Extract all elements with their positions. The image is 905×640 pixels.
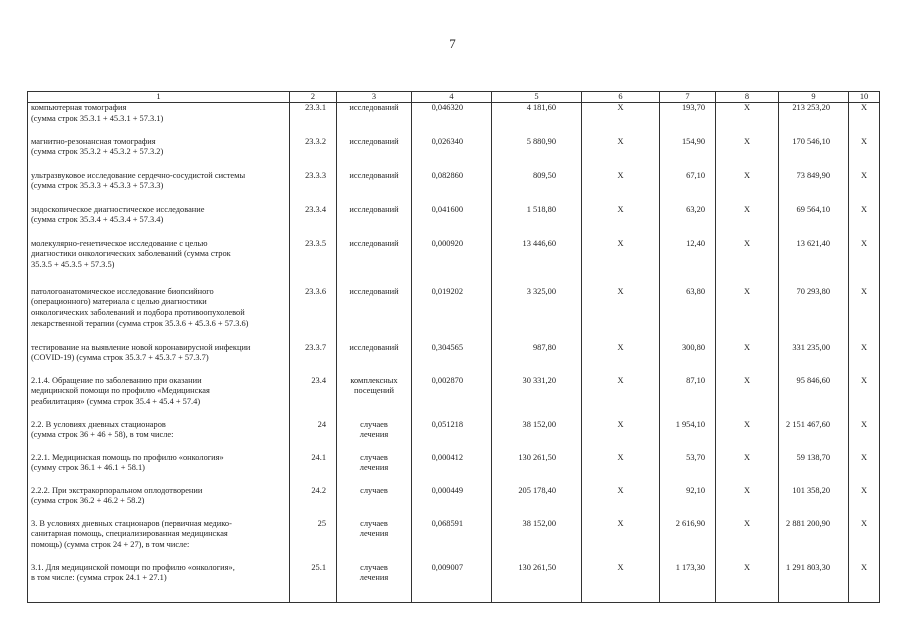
row-value-cell-c8: X bbox=[716, 376, 779, 420]
row-value-cell-c6: X bbox=[582, 343, 660, 376]
row-name-cell bbox=[28, 563, 290, 603]
row-unit-line: исследований bbox=[349, 136, 399, 146]
row-value-cell-c9: 2 881 200,90 bbox=[779, 519, 849, 563]
row-value-cell-c5: 13 446,60 bbox=[492, 239, 582, 287]
table-row bbox=[28, 103, 880, 137]
row-unit-cell bbox=[337, 205, 412, 239]
row-value-cell-c6: X bbox=[582, 137, 660, 171]
row-unit-cell bbox=[337, 103, 412, 137]
row-value-cell-c7: 2 616,90 bbox=[660, 519, 716, 563]
row-name-line: реабилитация» (сумма строк 35.4 + 45.4 + 57.4) bbox=[31, 397, 201, 407]
row-value-cell-c8: X bbox=[716, 343, 779, 376]
row-name-cell bbox=[28, 103, 290, 137]
row-value-cell-c9: 1 291 803,30 bbox=[779, 563, 849, 603]
row-value-cell-c8: X bbox=[716, 205, 779, 239]
row-value-cell-c8: X bbox=[716, 519, 779, 563]
row-value-cell-c5: 809,50 bbox=[492, 171, 582, 205]
column-header: 1 bbox=[28, 92, 290, 103]
row-value-cell-c4: 0,304565 bbox=[412, 343, 492, 376]
row-value-cell-c10: X bbox=[849, 343, 880, 376]
table-row bbox=[28, 137, 880, 171]
row-value-cell-c9: 70 293,80 bbox=[779, 287, 849, 343]
row-name-line: 2.2.1. Медицинская помощь по профилю «онкология» bbox=[31, 452, 224, 462]
row-value-cell-c5: 30 331,20 bbox=[492, 376, 582, 420]
row-name-cell bbox=[28, 376, 290, 420]
row-unit-cell bbox=[337, 137, 412, 171]
row-value-cell-c8: X bbox=[716, 137, 779, 171]
row-name-line: (сумма строк 35.3.2 + 45.3.2 + 57.3.2) bbox=[31, 147, 164, 157]
row-unit-cell bbox=[337, 420, 412, 453]
row-unit-line: лечения bbox=[359, 573, 389, 583]
row-value-cell-c10: X bbox=[849, 205, 880, 239]
row-value-cell-c10: X bbox=[849, 137, 880, 171]
table-row bbox=[28, 239, 880, 287]
row-name-cell bbox=[28, 486, 290, 519]
row-unit-line: лечения bbox=[359, 430, 389, 440]
row-value-cell-c6: X bbox=[582, 519, 660, 563]
row-name-cell bbox=[28, 519, 290, 563]
row-unit-cell bbox=[337, 171, 412, 205]
table-row bbox=[28, 453, 880, 486]
row-unit-cell bbox=[337, 287, 412, 343]
row-unit-cell bbox=[337, 453, 412, 486]
row-value-cell-c5: 205 178,40 bbox=[492, 486, 582, 519]
row-value-cell-c4: 0,046320 bbox=[412, 103, 492, 137]
row-name-line: 35.3.5 + 45.3.5 + 57.3.5) bbox=[31, 260, 115, 270]
row-value-cell-c8: X bbox=[716, 453, 779, 486]
row-name-cell bbox=[28, 137, 290, 171]
row-code-cell: 25 bbox=[290, 519, 337, 563]
row-value-cell-c8: X bbox=[716, 420, 779, 453]
row-name-line: помощь) (сумма строк 24 + 27), в том числе: bbox=[31, 540, 190, 550]
row-value-cell-c9: 73 849,90 bbox=[779, 171, 849, 205]
row-unit-line: исследований bbox=[349, 103, 399, 112]
row-value-cell-c10: X bbox=[849, 486, 880, 519]
row-value-cell-c6: X bbox=[582, 103, 660, 137]
row-unit-line: комплексных bbox=[350, 375, 398, 385]
page-number: 7 bbox=[449, 36, 456, 51]
row-value-cell-c9: 101 358,20 bbox=[779, 486, 849, 519]
row-value-cell-c6: X bbox=[582, 486, 660, 519]
row-name-line: (сумму строк 36.1 + 46.1 + 58.1) bbox=[31, 463, 145, 473]
row-value-cell-c5: 4 181,60 bbox=[492, 103, 582, 137]
row-name-line: (сумма строк 36 + 46 + 58), в том числе: bbox=[31, 430, 174, 440]
column-header: 2 bbox=[290, 92, 337, 103]
row-value-cell-c4: 0,019202 bbox=[412, 287, 492, 343]
row-name-line: магнитно-резонансная томография bbox=[31, 136, 156, 146]
row-value-cell-c9: 59 138,70 bbox=[779, 453, 849, 486]
row-name-line: (сумма строк 36.2 + 46.2 + 58.2) bbox=[31, 496, 145, 506]
row-value-cell-c6: X bbox=[582, 376, 660, 420]
row-value-cell-c4: 0,026340 bbox=[412, 137, 492, 171]
row-value-cell-c6: X bbox=[582, 171, 660, 205]
table-row bbox=[28, 171, 880, 205]
row-unit-line: исследований bbox=[349, 238, 399, 248]
row-value-cell-c8: X bbox=[716, 239, 779, 287]
row-name-cell bbox=[28, 420, 290, 453]
row-code-cell: 23.3.4 bbox=[290, 205, 337, 239]
row-value-cell-c9: 69 564,10 bbox=[779, 205, 849, 239]
row-value-cell-c9: 13 621,40 bbox=[779, 239, 849, 287]
column-header: 5 bbox=[492, 92, 582, 103]
row-name-line: (сумма строк 35.3.4 + 45.3.4 + 57.3.4) bbox=[31, 215, 164, 225]
row-value-cell-c5: 130 261,50 bbox=[492, 563, 582, 603]
row-value-cell-c4: 0,082860 bbox=[412, 171, 492, 205]
row-name-cell bbox=[28, 453, 290, 486]
row-name-cell bbox=[28, 171, 290, 205]
row-value-cell-c10: X bbox=[849, 171, 880, 205]
row-unit-line: случаев bbox=[360, 562, 388, 572]
row-value-cell-c4: 0,051218 bbox=[412, 420, 492, 453]
row-code-cell: 24 bbox=[290, 420, 337, 453]
row-value-cell-c10: X bbox=[849, 103, 880, 137]
row-name-line: 3. В условиях дневных стационаров (первичная медико- bbox=[31, 518, 232, 528]
row-value-cell-c6: X bbox=[582, 420, 660, 453]
row-value-cell-c8: X bbox=[716, 171, 779, 205]
column-header: 6 bbox=[582, 92, 660, 103]
row-value-cell-c5: 987,80 bbox=[492, 343, 582, 376]
row-unit-line: исследований bbox=[349, 204, 399, 214]
row-value-cell-c6: X bbox=[582, 287, 660, 343]
row-value-cell-c6: X bbox=[582, 563, 660, 603]
table-row bbox=[28, 205, 880, 239]
row-unit-line: исследований bbox=[349, 342, 399, 352]
column-header: 4 bbox=[412, 92, 492, 103]
row-value-cell-c10: X bbox=[849, 563, 880, 603]
row-value-cell-c6: X bbox=[582, 239, 660, 287]
row-value-cell-c6: X bbox=[582, 453, 660, 486]
row-code-cell: 23.3.3 bbox=[290, 171, 337, 205]
row-value-cell-c9: 213 253,20 bbox=[779, 103, 849, 137]
row-value-cell-c4: 0,000449 bbox=[412, 486, 492, 519]
row-value-cell-c4: 0,068591 bbox=[412, 519, 492, 563]
row-value-cell-c5: 1 518,80 bbox=[492, 205, 582, 239]
column-number-row bbox=[28, 92, 880, 103]
row-value-cell-c7: 12,40 bbox=[660, 239, 716, 287]
table-row bbox=[28, 343, 880, 376]
row-value-cell-c4: 0,009007 bbox=[412, 563, 492, 603]
row-value-cell-c7: 1 954,10 bbox=[660, 420, 716, 453]
row-unit-line: случаев bbox=[360, 485, 388, 495]
table-row bbox=[28, 376, 880, 420]
row-value-cell-c7: 300,80 bbox=[660, 343, 716, 376]
row-unit-line: случаев bbox=[360, 452, 388, 462]
row-unit-cell bbox=[337, 376, 412, 420]
column-header: 9 bbox=[779, 92, 849, 103]
row-unit-line: лечения bbox=[359, 463, 389, 473]
row-name-line: медицинской помощи по профилю «Медицинская bbox=[31, 386, 210, 396]
row-value-cell-c5: 38 152,00 bbox=[492, 420, 582, 453]
row-unit-line: случаев bbox=[360, 518, 388, 528]
row-value-cell-c4: 0,000412 bbox=[412, 453, 492, 486]
row-code-cell: 23.3.7 bbox=[290, 343, 337, 376]
table-row bbox=[28, 486, 880, 519]
row-code-cell: 23.3.5 bbox=[290, 239, 337, 287]
table-row bbox=[28, 287, 880, 343]
row-value-cell-c4: 0,000920 bbox=[412, 239, 492, 287]
row-value-cell-c7: 63,80 bbox=[660, 287, 716, 343]
row-value-cell-c10: X bbox=[849, 420, 880, 453]
row-code-cell: 23.3.1 bbox=[290, 103, 337, 137]
row-name-cell bbox=[28, 205, 290, 239]
row-value-cell-c7: 1 173,30 bbox=[660, 563, 716, 603]
row-unit-line: лечения bbox=[359, 529, 389, 539]
row-value-cell-c7: 154,90 bbox=[660, 137, 716, 171]
row-name-line: компьютерная томография bbox=[31, 103, 127, 112]
row-code-cell: 25.1 bbox=[290, 563, 337, 603]
row-value-cell-c7: 92,10 bbox=[660, 486, 716, 519]
row-code-cell: 24.2 bbox=[290, 486, 337, 519]
table-row bbox=[28, 563, 880, 603]
table-row bbox=[28, 420, 880, 453]
row-value-cell-c5: 38 152,00 bbox=[492, 519, 582, 563]
row-name-line: 3.1. Для медицинской помощи по профилю «онкология», bbox=[31, 562, 235, 572]
row-name-line: 2.2.2. При экстракорпоральном оплодотворении bbox=[31, 485, 203, 495]
row-name-line: онкологических заболеваний и подбора противоопухолевой bbox=[31, 308, 245, 318]
row-value-cell-c10: X bbox=[849, 519, 880, 563]
row-value-cell-c10: X bbox=[849, 376, 880, 420]
table-row bbox=[28, 519, 880, 563]
row-name-cell bbox=[28, 343, 290, 376]
row-name-line: патологоанатомическое исследование биопсийного bbox=[31, 286, 214, 296]
row-value-cell-c4: 0,002870 bbox=[412, 376, 492, 420]
row-unit-line: исследований bbox=[349, 170, 399, 180]
row-value-cell-c5: 5 880,90 bbox=[492, 137, 582, 171]
row-unit-cell bbox=[337, 343, 412, 376]
row-value-cell-c10: X bbox=[849, 287, 880, 343]
row-value-cell-c8: X bbox=[716, 103, 779, 137]
row-code-cell: 24.1 bbox=[290, 453, 337, 486]
row-unit-line: исследований bbox=[349, 286, 399, 296]
column-header: 7 bbox=[660, 92, 716, 103]
column-header: 3 bbox=[337, 92, 412, 103]
row-unit-cell bbox=[337, 519, 412, 563]
row-value-cell-c7: 67,10 bbox=[660, 171, 716, 205]
row-name-line: ультразвуковое исследование сердечно-сосудистой системы bbox=[31, 170, 246, 180]
row-value-cell-c7: 87,10 bbox=[660, 376, 716, 420]
row-name-line: лекарственной терапии (сумма строк 35.3.6 + 45.3.6 + 57.3.6) bbox=[31, 318, 249, 328]
column-header: 10 bbox=[849, 92, 880, 103]
row-code-cell: 23.3.6 bbox=[290, 287, 337, 343]
row-unit-cell bbox=[337, 563, 412, 603]
row-value-cell-c7: 193,70 bbox=[660, 103, 716, 137]
row-value-cell-c4: 0,041600 bbox=[412, 205, 492, 239]
table-body bbox=[28, 103, 880, 603]
column-header: 8 bbox=[716, 92, 779, 103]
row-unit-cell bbox=[337, 486, 412, 519]
data-table bbox=[27, 91, 880, 603]
row-name-line: диагностики онкологических заболеваний (сумма строк bbox=[31, 249, 231, 259]
row-name-cell bbox=[28, 239, 290, 287]
row-name-line: тестирование на выявление новой коронавирусной инфекции bbox=[31, 342, 251, 352]
row-value-cell-c6: X bbox=[582, 205, 660, 239]
row-unit-cell bbox=[337, 239, 412, 287]
row-unit-line: случаев bbox=[360, 419, 388, 429]
row-name-line: (сумма строк 35.3.3 + 45.3.3 + 57.3.3) bbox=[31, 181, 164, 191]
row-name-cell bbox=[28, 287, 290, 343]
row-unit-line: посещений bbox=[353, 386, 395, 396]
row-value-cell-c5: 130 261,50 bbox=[492, 453, 582, 486]
row-value-cell-c10: X bbox=[849, 239, 880, 287]
row-name-line: санитарная помощь, специализированная медицинская bbox=[31, 529, 228, 539]
row-value-cell-c5: 3 325,00 bbox=[492, 287, 582, 343]
row-value-cell-c9: 170 546,10 bbox=[779, 137, 849, 171]
row-name-line: 2.2. В условиях дневных стационаров bbox=[31, 419, 166, 429]
row-name-line: (операционного) материала с целью диагностики bbox=[31, 297, 207, 307]
row-code-cell: 23.3.2 bbox=[290, 137, 337, 171]
row-code-cell: 23.4 bbox=[290, 376, 337, 420]
row-value-cell-c8: X bbox=[716, 486, 779, 519]
row-name-line: в том числе: (сумма строк 24.1 + 27.1) bbox=[31, 573, 167, 583]
row-value-cell-c9: 2 151 467,60 bbox=[779, 420, 849, 453]
row-value-cell-c8: X bbox=[716, 287, 779, 343]
row-name-line: молекулярно-генетическое исследование с целью bbox=[31, 238, 208, 248]
row-name-line: 2.1.4. Обращение по заболеванию при оказании bbox=[31, 375, 202, 385]
row-value-cell-c8: X bbox=[716, 563, 779, 603]
row-value-cell-c9: 95 846,60 bbox=[779, 376, 849, 420]
row-value-cell-c10: X bbox=[849, 453, 880, 486]
row-value-cell-c9: 331 235,00 bbox=[779, 343, 849, 376]
row-name-line: эндоскопическое диагностическое исследование bbox=[31, 204, 205, 214]
row-value-cell-c7: 63,20 bbox=[660, 205, 716, 239]
row-value-cell-c7: 53,70 bbox=[660, 453, 716, 486]
row-name-line: (COVID-19) (сумма строк 35.3.7 + 45.3.7 + 57.3.7) bbox=[31, 353, 209, 363]
row-name-line: (сумма строк 35.3.1 + 45.3.1 + 57.3.1) bbox=[31, 113, 164, 123]
